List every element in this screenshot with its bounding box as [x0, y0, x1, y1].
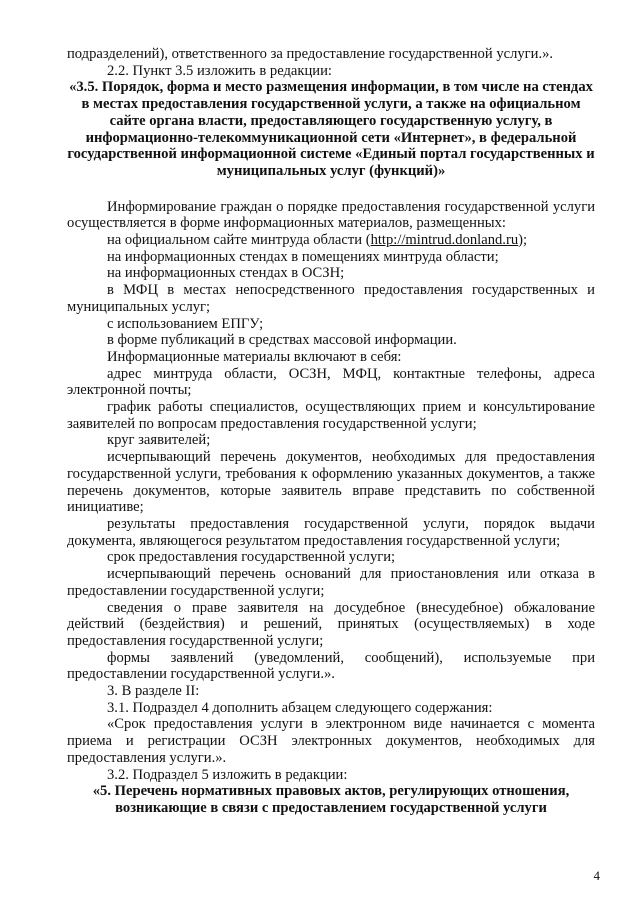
page-number: 4: [593, 868, 600, 883]
paragraph-schedule: график работы специалистов, осуществляющих прием и консультирование заявителей по вопросам предоставления государственной услуги;: [67, 399, 595, 432]
website-prefix: на официальном сайте минтруда области (: [107, 232, 371, 249]
paragraph-documents: исчерпывающий перечень документов, необходимых для предоставления государственной услуги, требования к оформлению указанных документов, а также перечень документов, которые заявитель вправе представить по собственной инициативе;: [67, 449, 595, 516]
paragraph-appeal-rights: сведения о праве заявителя на досудебное (внесудебное) обжалование действий (бездействия) и решений, принятых (осуществляемых) в ходе предоставления государственной услуги;: [67, 599, 595, 649]
paragraph-3-2: 3.2. Подраздел 5 изложить в редакции:: [107, 766, 348, 783]
paragraph-results: результаты предоставления государственной услуги, порядок выдачи документа, являющегося результатом предоставления государственной услуги;: [67, 515, 595, 549]
paragraph-media: в форме публикаций в средствах массовой информации.: [107, 332, 457, 349]
paragraph-stands: на информационных стендах в помещениях минтруда области;: [107, 248, 499, 265]
paragraph-intro: подразделений), ответственного за предоставление государственной услуги.».: [67, 46, 554, 62]
spacer: [67, 180, 595, 199]
heading-section-3-5: «3.5. Порядок, форма и место размещения информации, в том числе на стендах в местах предоставления государственной услуги, а также на официальном сайте органа власти, предоставляющего государственную услугу, в информационно-телекоммуникационной сети «Интернет», в федеральной государственной информационной системе «Единый портал государственных и муниципальных услуг (функций)»: [67, 79, 595, 179]
paragraph-grounds: исчерпывающий перечень оснований для приостановления или отказа в предоставлении государственной услуги;: [67, 566, 595, 599]
paragraph-materials: Информационные материалы включают в себя:: [107, 348, 402, 365]
paragraph-2-2: 2.2. Пункт 3.5 изложить в редакции:: [107, 62, 332, 79]
paragraph-mfc: в МФЦ в местах непосредственного предоставления государственных и муниципальных услуг;: [67, 282, 595, 315]
paragraph-website: [67, 232, 595, 249]
paragraph-term: срок предоставления государственной услуги;: [107, 549, 396, 566]
paragraph-applicants: круг заявителей;: [107, 432, 211, 449]
paragraph-3: 3. В разделе II:: [107, 683, 200, 700]
paragraph-forms: формы заявлений (уведомлений, сообщений), используемые при предоставлении государственной услуги.».: [67, 649, 595, 683]
document-page: [67, 46, 595, 817]
paragraph-3-1: 3.1. Подраздел 4 дополнить абзацем следующего содержания:: [107, 699, 493, 716]
paragraph-oszn-stands: на информационных стендах в ОСЗН;: [107, 265, 345, 282]
paragraph-address: адрес минтруда области, ОСЗН, МФЦ, контактные телефоны, адреса электронной почты;: [67, 365, 595, 399]
paragraph-epgu: с использованием ЕПГУ;: [107, 315, 264, 332]
paragraph-3-1-text: «Срок предоставления услуги в электронном виде начинается с момента приема и регистрации ОСЗН электронных документов, необходимых для предоставления услуги.».: [67, 716, 595, 766]
website-link[interactable]: http://mintrud.donland.ru: [370, 232, 519, 249]
website-suffix: );: [518, 232, 528, 249]
paragraph-informing: Информирование граждан о порядке предоставления государственной услуги осуществляется в форме информационных материалов, размещенных:: [67, 198, 595, 232]
heading-section-5: «5. Перечень нормативных правовых актов, регулирующих отношения, возникающие в связи с предоставлением государственной услуги: [92, 783, 570, 816]
